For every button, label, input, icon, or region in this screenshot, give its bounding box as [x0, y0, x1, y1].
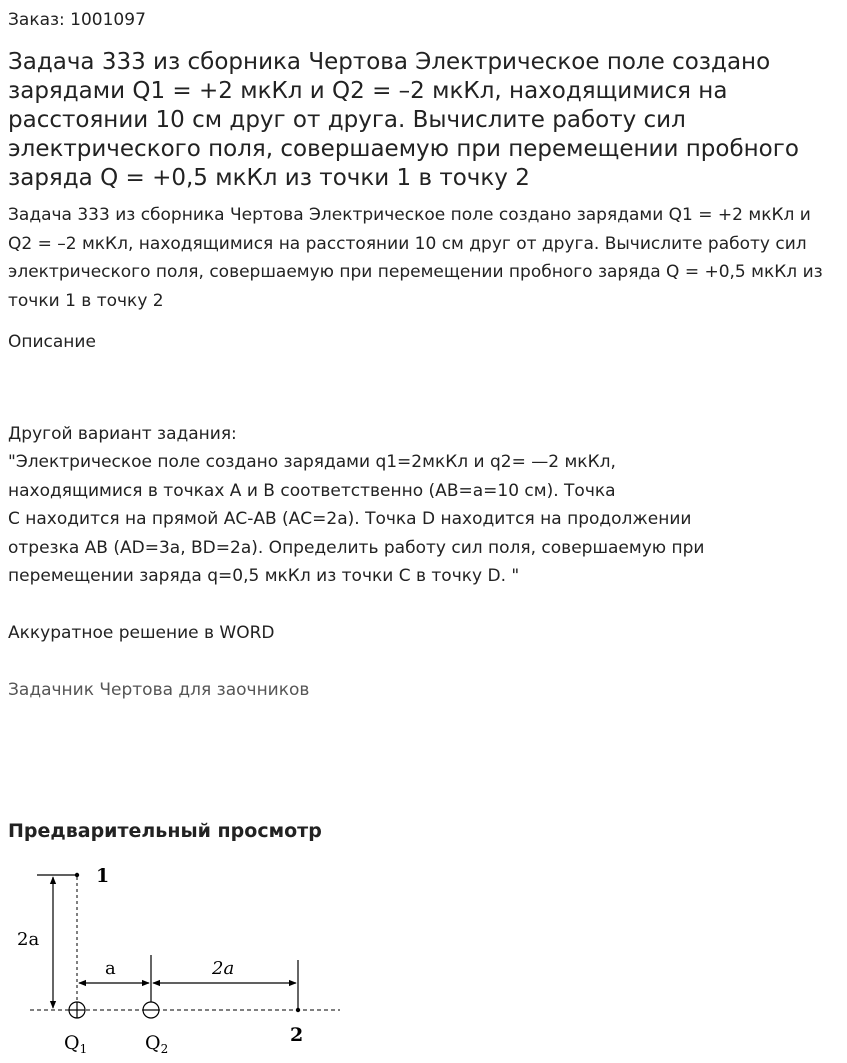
description-line: перемещении заряда q=0,5 мкКл из точки С в точку D. ": [8, 566, 520, 586]
point-1-label: 1: [96, 865, 110, 887]
height-label: 2a: [17, 929, 40, 950]
charge-2-subscript: 2: [160, 1042, 169, 1056]
point-2-marker: [296, 1008, 300, 1012]
description-line: отрезка АВ (AD=3a, BD=2a). Определить работу сил поля, совершаемую при: [8, 537, 705, 558]
page-title: Задача 333 из сборника Чертова Электрическое поле создано зарядами Q1 = +2 мкКл и Q2 = –2 мкКл, находящимися на расстоянии 10 см друг от друга. Вычислите работу сил электрического поля, совершаемую при перемещении пробного заряда Q = +0,5 мкКл из точки 1 в точку 2: [8, 49, 799, 191]
description-line: [8, 391, 838, 420]
preview-heading: Предварительный просмотр: [8, 820, 322, 842]
task-summary: Задача 333 из сборника Чертова Электрическое поле создано зарядами Q1 = +2 мкКл и Q2 = –2 мкКл, находящимися на расстоянии 10 см друг от друга. Вычислите работу сил электрического поля, совершаемую при перемещении пробного заряда Q = +0,5 мкКл из точки 1 в точку 2: [8, 205, 823, 311]
description-line: Аккуратное решение в WORD: [8, 623, 275, 643]
description-heading: Описание: [8, 332, 96, 352]
preview-figure: [0, 855, 360, 1063]
description-line: С находится на прямой АС-АВ (АС=2а). Точка D находится на продолжении: [8, 509, 692, 529]
positive-charge-icon: [69, 1002, 85, 1018]
description-line: находящимися в точках А и В соответственно (АВ=а=10 см). Точка: [8, 480, 616, 501]
description-line: "Электрическое поле создано зарядами q1=2мкКл и q2= —2 мкКл,: [8, 452, 616, 472]
negative-charge-icon: [143, 1002, 159, 1018]
description-line: [8, 591, 838, 620]
charge-2-letter: Q: [145, 1032, 161, 1054]
point-1-marker: [75, 873, 79, 877]
gap-label: a: [105, 958, 116, 979]
distance-label: 2a: [212, 958, 235, 979]
point-2-label: 2: [290, 1024, 304, 1046]
charge-1-label: [64, 1032, 87, 1056]
charge-1-subscript: 1: [79, 1042, 88, 1056]
charge-1-letter: Q: [64, 1032, 80, 1054]
collection-link-text: Задачник Чертова для заочников: [8, 680, 310, 700]
order-number: Заказ: 1001097: [8, 10, 146, 30]
description-body: [8, 391, 838, 705]
description-line: Другой вариант задания:: [8, 423, 237, 444]
description-line: [8, 648, 838, 677]
charge-2-label: [145, 1032, 168, 1056]
